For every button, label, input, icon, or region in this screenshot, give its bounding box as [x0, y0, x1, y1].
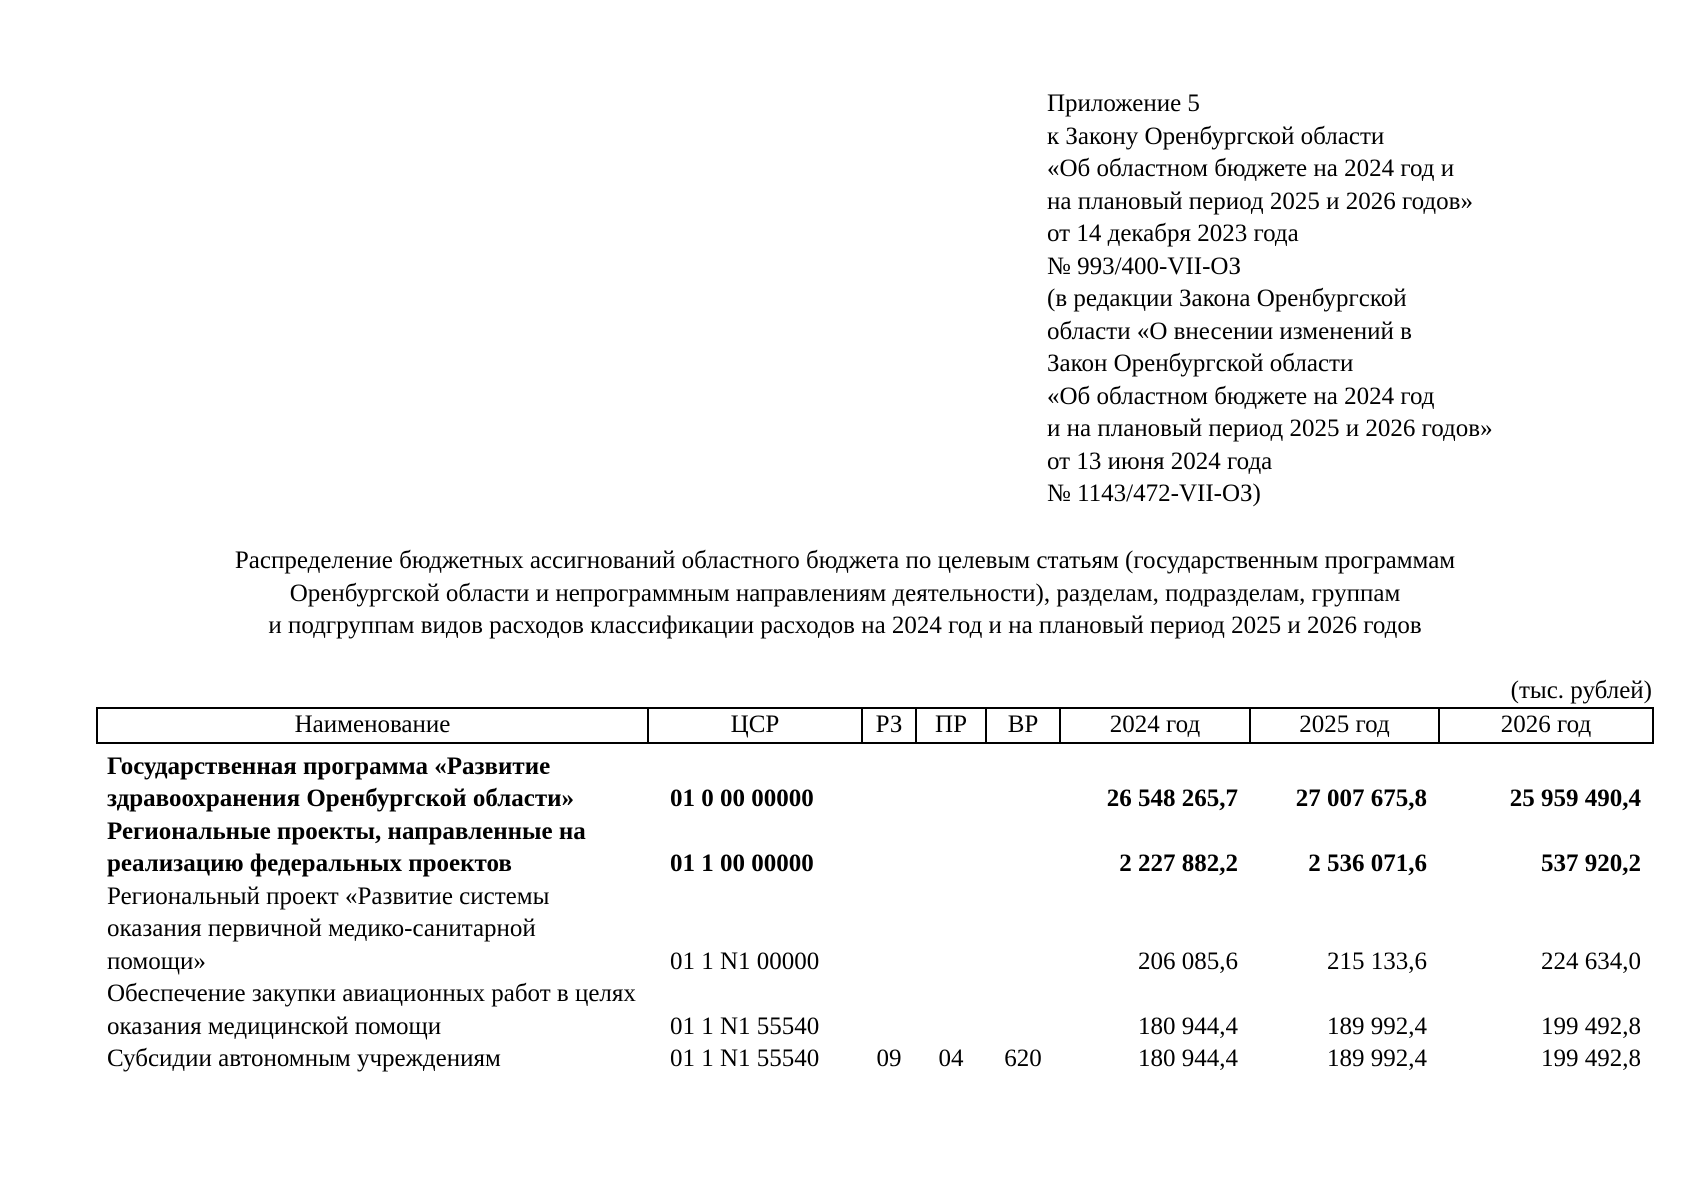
appendix-block	[1047, 88, 1647, 511]
cell-vr	[986, 816, 1060, 881]
cell-2026: 25 959 490,4	[1509, 785, 1641, 812]
appendix-line: и на плановый период 2025 и 2026 годов»	[1047, 415, 1493, 442]
cell-name: Государственная программа «Развитие здравоохранения Оренбургской области»	[107, 752, 575, 812]
table-row	[97, 816, 1653, 881]
cell-2025: 27 007 675,8	[1295, 785, 1427, 812]
cell-pr	[916, 816, 986, 881]
cell-vr	[986, 743, 1060, 816]
table-header-row	[97, 708, 1653, 743]
cell-rz	[862, 743, 916, 816]
cell-csr: 01 1 N1 00000	[670, 947, 820, 975]
cell-pr	[916, 743, 986, 816]
table-row	[97, 978, 1653, 1043]
cell-vr: 620	[1004, 1045, 1042, 1072]
appendix-line: (в редакции Закона Оренбургской	[1047, 285, 1407, 312]
document-title	[100, 545, 1590, 643]
cell-csr: 01 1 00 00000	[670, 850, 814, 877]
header-vr: ВР	[986, 708, 1060, 743]
cell-rz	[862, 881, 916, 979]
cell-2025: 189 992,4	[1327, 1012, 1427, 1040]
cell-name: Обеспечение закупки авиационных работ в целях оказания медицинской помощи	[107, 980, 636, 1040]
cell-csr: 01 1 N1 55540	[670, 1045, 820, 1072]
cell-2025: 2 536 071,6	[1308, 850, 1427, 877]
appendix-line: Приложение 5	[1047, 90, 1200, 117]
cell-2026: 537 920,2	[1541, 850, 1641, 877]
appendix-line: № 993/400-VII-ОЗ	[1047, 252, 1241, 280]
appendix-line: «Об областном бюджете на 2024 год и	[1047, 155, 1455, 182]
header-pr: ПР	[916, 708, 986, 743]
cell-name: Региональные проекты, направленные на реализацию федеральных проектов	[107, 817, 586, 877]
appendix-line: от 14 декабря 2023 года	[1047, 220, 1299, 247]
title-line: Оренбургской области и непрограммным направлениям деятельности), разделам, подразделам, группам	[289, 579, 1401, 607]
table-row	[97, 881, 1653, 979]
cell-pr	[916, 881, 986, 979]
cell-2024: 180 944,4	[1138, 1045, 1238, 1072]
header-2024: 2024 год	[1060, 708, 1250, 743]
cell-vr	[986, 978, 1060, 1043]
header-2025: 2025 год	[1250, 708, 1439, 743]
cell-2024: 26 548 265,7	[1106, 785, 1238, 812]
header-name: Наименование	[97, 708, 648, 743]
cell-2026: 199 492,8	[1541, 1045, 1641, 1072]
header-rz: РЗ	[862, 708, 916, 743]
cell-2026: 199 492,8	[1541, 1012, 1641, 1040]
cell-name: Субсидии автономным учреждениям	[107, 1045, 501, 1072]
title-line: Распределение бюджетных ассигнований областного бюджета по целевым статьям (государственным программам	[234, 547, 1456, 574]
cell-rz	[862, 816, 916, 881]
table-row	[97, 743, 1653, 816]
cell-rz	[862, 978, 916, 1043]
title-line: и подгруппам видов расходов классификации расходов на 2024 год и на плановый период 2025 и 2026 годов	[268, 612, 1422, 639]
cell-csr: 01 0 00 00000	[670, 785, 814, 812]
cell-2024: 206 085,6	[1138, 947, 1238, 975]
cell-2025: 189 992,4	[1327, 1045, 1427, 1072]
cell-pr	[916, 978, 986, 1043]
appendix-line: «Об областном бюджете на 2024 год	[1047, 382, 1435, 410]
header-2026: 2026 год	[1439, 708, 1653, 743]
appendix-line: от 13 июня 2024 года	[1047, 447, 1273, 475]
cell-name: Региональный проект «Развитие системы оказания первичной медико-санитарной помощи»	[107, 882, 550, 975]
cell-pr: 04	[938, 1045, 964, 1072]
cell-2024: 180 944,4	[1138, 1012, 1238, 1040]
appendix-line: к Закону Оренбургской области	[1047, 122, 1385, 150]
header-csr: ЦСР	[648, 708, 862, 743]
appendix-line: на плановый период 2025 и 2026 годов»	[1047, 187, 1473, 215]
cell-csr: 01 1 N1 55540	[670, 1012, 820, 1040]
cell-vr	[986, 881, 1060, 979]
appendix-line: Закон Оренбургской области	[1047, 350, 1354, 377]
cell-rz: 09	[876, 1045, 902, 1072]
appendix-line: области «О внесении изменений в	[1047, 317, 1412, 345]
budget-table	[96, 707, 1654, 1076]
cell-2026: 224 634,0	[1541, 947, 1641, 975]
cell-2024: 2 227 882,2	[1119, 850, 1238, 877]
units-label: (тыс. рублей)	[1510, 677, 1652, 704]
table-row	[97, 1043, 1653, 1076]
cell-2025: 215 133,6	[1327, 947, 1427, 975]
appendix-line: № 1143/472-VII-ОЗ)	[1047, 480, 1261, 507]
